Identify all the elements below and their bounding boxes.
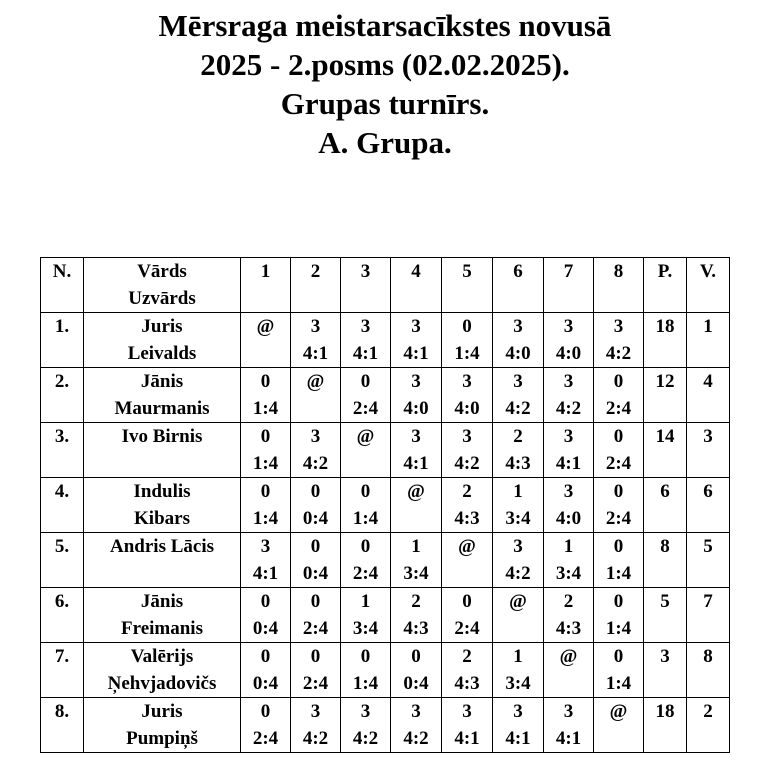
match-score [391, 505, 441, 532]
match-cell [442, 698, 493, 753]
match-score: 1:4 [605, 618, 632, 639]
match-score: 4:1 [454, 728, 480, 749]
match-score: 0:4 [302, 563, 329, 584]
match-cell [594, 588, 644, 643]
match-score: 1:4 [352, 508, 379, 529]
match-score: 4:3 [555, 618, 582, 639]
match-score: 3:4 [555, 563, 582, 584]
match-points: 3 [310, 426, 321, 447]
match-cell [493, 533, 544, 588]
match-points: 0 [613, 591, 624, 612]
match-cell [291, 368, 341, 423]
match-cell [594, 478, 644, 533]
match-points: 3 [563, 371, 574, 392]
total-points: 5 [644, 588, 687, 643]
match-cell [594, 533, 644, 588]
match-points: @ [458, 536, 476, 557]
match-points: @ [306, 371, 325, 392]
match-cell [493, 368, 544, 423]
match-score: 1:4 [605, 563, 632, 584]
player-name: Jānis Maurmanis [84, 368, 241, 423]
table-row [41, 313, 730, 368]
match-score: 4:2 [403, 728, 429, 749]
title-line-3: Grupas turnīrs. [280, 86, 490, 121]
match-score: 4:2 [352, 728, 379, 749]
match-points: 3 [462, 371, 472, 392]
row-number: 3. [41, 423, 84, 478]
match-cell [442, 368, 493, 423]
match-cell [544, 313, 594, 368]
table-row [41, 478, 730, 533]
match-score: 1:4 [252, 453, 279, 474]
match-cell [442, 478, 493, 533]
match-cell [544, 478, 594, 533]
match-score: 2:4 [352, 398, 379, 419]
match-points: 3 [513, 536, 523, 557]
match-points: 0 [260, 371, 271, 392]
match-score: 0:4 [302, 508, 329, 529]
match-score [442, 560, 492, 587]
match-points: 0 [260, 481, 271, 502]
match-cell [391, 313, 442, 368]
match-points: @ [609, 701, 628, 722]
table-row [41, 698, 730, 753]
match-score: 2:4 [302, 673, 329, 694]
match-score: 0:4 [252, 618, 279, 639]
final-place: 2 [687, 698, 730, 753]
match-points: 0 [260, 646, 271, 667]
match-points: 3 [462, 426, 472, 447]
match-points: 1 [513, 481, 523, 502]
match-points: 3 [513, 316, 523, 337]
header-col-5: 5 [442, 258, 493, 313]
match-score: 2:4 [302, 618, 329, 639]
match-score: 4:3 [454, 508, 480, 529]
row-number: 6. [41, 588, 84, 643]
match-score: 4:1 [403, 343, 429, 364]
document-title [0, 6, 770, 162]
match-points: 0 [260, 591, 271, 612]
match-cell [493, 423, 544, 478]
match-cell [391, 478, 442, 533]
match-points: 1 [411, 536, 421, 557]
table-row [41, 368, 730, 423]
row-number: 2. [41, 368, 84, 423]
match-points: 3 [310, 316, 321, 337]
match-points: 3 [260, 536, 271, 557]
table-row [41, 643, 730, 698]
row-number: 1. [41, 313, 84, 368]
final-place: 6 [687, 478, 730, 533]
match-score: 4:3 [454, 673, 480, 694]
match-points: 3 [411, 371, 421, 392]
match-cell [594, 698, 644, 753]
header-name: Vārds Uzvārds [84, 258, 241, 313]
match-points: 2 [563, 591, 574, 612]
match-score: 4:1 [403, 453, 429, 474]
header-col-6: 6 [493, 258, 544, 313]
match-cell [341, 423, 391, 478]
match-score: 2:4 [352, 563, 379, 584]
player-name: Jānis Freimanis [84, 588, 241, 643]
match-score: 4:1 [505, 728, 531, 749]
header-col-4: 4 [391, 258, 442, 313]
total-points: 8 [644, 533, 687, 588]
match-score: 4:2 [555, 398, 582, 419]
match-score: 4:1 [252, 563, 279, 584]
match-score: 3:4 [505, 508, 531, 529]
match-cell [594, 423, 644, 478]
match-cell [341, 313, 391, 368]
match-score: 4:0 [505, 343, 531, 364]
row-number: 5. [41, 533, 84, 588]
final-place: 8 [687, 643, 730, 698]
match-cell [341, 643, 391, 698]
match-cell [291, 698, 341, 753]
match-cell [291, 313, 341, 368]
match-points: @ [559, 646, 578, 667]
match-points: 0 [360, 536, 371, 557]
match-points: 3 [310, 701, 321, 722]
match-score: 2:4 [605, 453, 632, 474]
match-score: 3:4 [352, 618, 379, 639]
final-place: 5 [687, 533, 730, 588]
match-cell [291, 643, 341, 698]
match-score: 4:1 [352, 343, 379, 364]
table-body [41, 313, 730, 753]
match-points: 1 [513, 646, 523, 667]
match-score: 4:2 [454, 453, 480, 474]
row-number: 8. [41, 698, 84, 753]
player-name: Ivo Birnis [84, 423, 241, 478]
row-number: 7. [41, 643, 84, 698]
total-points: 18 [644, 698, 687, 753]
match-score: 4:0 [555, 508, 582, 529]
results-table [40, 257, 730, 753]
header-row [41, 258, 730, 313]
match-points: 0 [310, 481, 321, 502]
match-cell [341, 533, 391, 588]
match-points: 0 [310, 646, 321, 667]
match-cell [544, 588, 594, 643]
total-points: 14 [644, 423, 687, 478]
match-cell [291, 478, 341, 533]
match-points: 0 [260, 426, 271, 447]
match-points: 2 [462, 646, 472, 667]
match-cell [341, 588, 391, 643]
total-points: 3 [644, 643, 687, 698]
match-score: 2:4 [605, 508, 632, 529]
header-col-2: 2 [291, 258, 341, 313]
match-cell [241, 643, 291, 698]
player-name: Indulis Kibars [84, 478, 241, 533]
match-cell [442, 533, 493, 588]
table-row [41, 533, 730, 588]
match-points: 3 [513, 701, 523, 722]
match-points: 0 [360, 371, 371, 392]
header-num: N. [41, 258, 84, 313]
match-points: 3 [613, 316, 624, 337]
match-cell [594, 313, 644, 368]
match-points: 0 [613, 426, 624, 447]
match-cell [544, 423, 594, 478]
match-points: @ [509, 591, 527, 612]
match-score: 4:2 [505, 398, 531, 419]
match-cell [442, 643, 493, 698]
total-points: 6 [644, 478, 687, 533]
match-score: 3:4 [505, 673, 531, 694]
match-score: 4:0 [454, 398, 480, 419]
header-col-3: 3 [341, 258, 391, 313]
header-place: V. [687, 258, 730, 313]
match-points: 0 [613, 646, 624, 667]
match-score: 4:1 [555, 728, 582, 749]
match-score [544, 670, 593, 697]
match-score: 4:3 [403, 618, 429, 639]
match-score [241, 340, 290, 367]
match-cell [241, 588, 291, 643]
match-cell [594, 368, 644, 423]
match-score [493, 615, 543, 642]
header-col-7: 7 [544, 258, 594, 313]
total-points: 12 [644, 368, 687, 423]
header-col-8: 8 [594, 258, 644, 313]
match-points: 0 [260, 701, 271, 722]
final-place: 3 [687, 423, 730, 478]
match-cell [493, 588, 544, 643]
match-cell [391, 643, 442, 698]
match-cell [291, 423, 341, 478]
match-cell [442, 313, 493, 368]
match-cell [493, 478, 544, 533]
table-row [41, 588, 730, 643]
match-score: 4:0 [555, 343, 582, 364]
match-score: 1:4 [252, 398, 279, 419]
match-cell [544, 368, 594, 423]
match-points: 3 [411, 426, 421, 447]
match-points: 0 [462, 591, 472, 612]
match-score: 4:1 [302, 343, 329, 364]
match-cell [241, 368, 291, 423]
match-points: 3 [563, 426, 574, 447]
match-points: 3 [563, 316, 574, 337]
match-cell [544, 643, 594, 698]
match-points: 0 [411, 646, 421, 667]
match-points: @ [407, 481, 425, 502]
match-cell [241, 313, 291, 368]
match-score [341, 450, 390, 477]
match-cell [391, 533, 442, 588]
match-points: 3 [411, 701, 421, 722]
player-name: Andris Lācis [84, 533, 241, 588]
match-cell [391, 698, 442, 753]
match-score: 0:4 [252, 673, 279, 694]
match-score: 1:4 [252, 508, 279, 529]
match-cell [544, 533, 594, 588]
match-score: 4:1 [555, 453, 582, 474]
match-points: 3 [411, 316, 421, 337]
match-score: 4:0 [403, 398, 429, 419]
match-points: 1 [563, 536, 574, 557]
title-line-2: 2025 - 2.posms (02.02.2025). [200, 47, 570, 82]
match-cell [241, 698, 291, 753]
match-points: 0 [613, 536, 624, 557]
match-cell [493, 698, 544, 753]
match-points: 3 [563, 481, 574, 502]
match-score [291, 395, 340, 422]
match-score: 4:2 [302, 453, 329, 474]
match-points: 3 [513, 371, 523, 392]
header-points: P. [644, 258, 687, 313]
match-score: 4:2 [605, 343, 632, 364]
match-points: 0 [310, 536, 321, 557]
final-place: 1 [687, 313, 730, 368]
match-cell [391, 423, 442, 478]
match-points: @ [356, 426, 375, 447]
match-points: 0 [613, 371, 624, 392]
match-points: 1 [360, 591, 371, 612]
match-points: 3 [360, 316, 371, 337]
match-points: 3 [563, 701, 574, 722]
match-score: 4:3 [505, 453, 531, 474]
match-cell [291, 533, 341, 588]
match-cell [493, 643, 544, 698]
match-cell [493, 313, 544, 368]
match-cell [291, 588, 341, 643]
match-points: 2 [462, 481, 472, 502]
match-cell [594, 643, 644, 698]
match-cell [544, 698, 594, 753]
match-points: 0 [310, 591, 321, 612]
match-points: 3 [360, 701, 371, 722]
final-place: 4 [687, 368, 730, 423]
match-points: @ [256, 316, 275, 337]
match-points: 0 [360, 646, 371, 667]
match-score: 4:2 [505, 563, 531, 584]
match-cell [391, 588, 442, 643]
total-points: 18 [644, 313, 687, 368]
player-name: Juris Pumpiņš [84, 698, 241, 753]
match-cell [341, 478, 391, 533]
player-name: Juris Leivalds [84, 313, 241, 368]
match-points: 0 [613, 481, 624, 502]
match-points: 0 [360, 481, 371, 502]
row-number: 4. [41, 478, 84, 533]
match-score: 2:4 [252, 728, 279, 749]
header-col-1: 1 [241, 258, 291, 313]
match-score: 1:4 [605, 673, 632, 694]
match-cell [391, 368, 442, 423]
match-score [594, 725, 643, 752]
match-score: 3:4 [403, 563, 429, 584]
match-score: 0:4 [403, 673, 429, 694]
match-points: 3 [462, 701, 472, 722]
match-points: 2 [411, 591, 421, 612]
match-cell [241, 423, 291, 478]
match-points: 0 [462, 316, 472, 337]
match-cell [341, 698, 391, 753]
player-name: Valērijs Ņehvjadovičs [84, 643, 241, 698]
match-cell [442, 588, 493, 643]
match-cell [241, 533, 291, 588]
match-score: 4:2 [302, 728, 329, 749]
match-score: 2:4 [605, 398, 632, 419]
title-line-4: A. Grupa. [318, 125, 452, 160]
match-points: 2 [513, 426, 523, 447]
final-place: 7 [687, 588, 730, 643]
table-row [41, 423, 730, 478]
match-cell [341, 368, 391, 423]
title-line-1: Mērsraga meistarsacīkstes novusā [158, 8, 612, 43]
match-score: 2:4 [454, 618, 480, 639]
match-score: 1:4 [454, 343, 480, 364]
match-score: 1:4 [352, 673, 379, 694]
match-cell [241, 478, 291, 533]
match-cell [442, 423, 493, 478]
